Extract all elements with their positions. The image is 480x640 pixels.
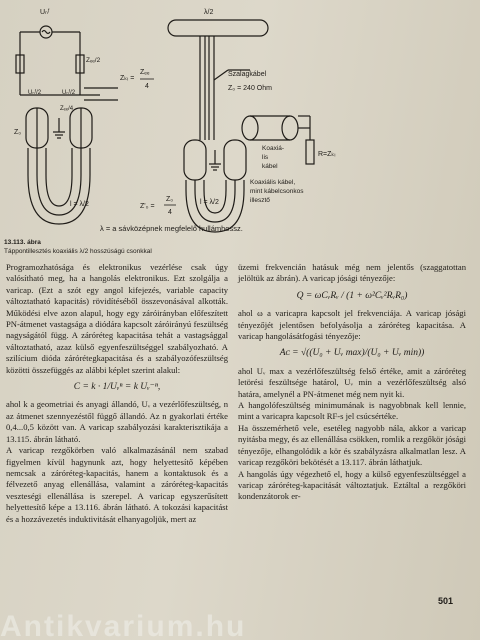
figure-number: 13.113. ábra — [4, 239, 41, 246]
label-zbe-quarter: Zₑₑ/4 — [60, 106, 74, 112]
label-length-left: l = λ/2 — [70, 201, 89, 208]
paragraph: A hangolás úgy végezhető el, hogy a külső egyenfeszültséggel a varicap záróréteg-kapacitását változtatjuk. Eztáltal a rezgőköri kondenzátorok er- — [238, 468, 466, 502]
label-zbe-num: Zₑₑ — [140, 69, 150, 76]
antenna-matching-diagram — [0, 0, 480, 240]
label-koax-3: kábel — [262, 163, 278, 170]
formula-q-factor: Q = ωCᵥRᵥ / (1 + ω²Cᵥ²RᵥR₀) — [296, 290, 408, 301]
label-zki: Zₖᵢ = — [120, 75, 135, 82]
label-rzki: R=Zₖᵢ — [318, 151, 336, 158]
label-uhf-half-a: Uₙᶠ/2 — [28, 90, 42, 96]
paragraph: Programozhatósága és elektronikus vezérlése csak úgy valósítható meg, ha a hangolás elektronikus. Ezt szolgálja a varicap. (Ezt a szót egy angol kifejezés, variable capacity változtatható kapacitás) rövidítéséből összevonásával alkották. Működési elve azon alapul, hogy egy záróirányban előfeszített PN-átmenet vastagsága a diódára kapcsolt záróirányú feszültség nagyságától függ. A záróréteg kapacitása tehát a vastagsággal változtatható, azaz külső egyenfeszültséggel szabályozható. A szilícium dióda zárórétegkapacitása és a szabályozófeszültség közötti összefüggés az alábbi képlet szerint alakul: — [6, 262, 228, 375]
label-szalagkabel: Szalagkábel — [228, 71, 267, 78]
label-koax-1: Koaxiá- — [262, 145, 285, 152]
label-koax-long-1: Koaxiális kábel, — [250, 179, 296, 186]
paragraph: ahol k a geometriai és anyagi állandó, Uᵥ a vezérlőfeszültség, n az átmenet szennyezéstől függő állandó. Az n gyakorlati értéke 0,4...0,5 között van. A varicap szabályozási karakterisztikája a 13.115. ábrán látható. — [6, 399, 228, 444]
label-length-right: l = λ/2 — [200, 199, 219, 206]
figure-caption — [4, 238, 254, 256]
label-z0-240: Z₀ = 240 Ohm — [228, 85, 272, 92]
formula-capacitance: C = k · 1/Uᵥⁿ = k Uᵥ⁻ⁿ, — [73, 382, 161, 393]
watermark: Antikvarium.hu — [0, 612, 247, 640]
label-koax-2: lis — [262, 154, 269, 161]
paragraph: ahol ω a varicapra kapcsolt jel frekvenciája. A varicap jósági tényezőjét jelentősen befolyásolja a záróréteg kapacitása. A varicap hangolásátfogási tényezője: — [238, 308, 466, 342]
label-uhf-half-b: Uₙᶠ/2 — [62, 90, 76, 96]
label-zbe-den: 4 — [145, 83, 149, 90]
page-number: 501 — [438, 596, 454, 606]
label-lambda-half: λ/2 — [204, 9, 214, 16]
wavelength-caption: λ = a sávközépnek megfelelő hullámhossz. — [100, 224, 243, 233]
label-zbe-half: Zₑₑ/2 — [86, 57, 101, 64]
paragraph: üzemi frekvencián hatásuk még nem jelentős (szaggatottan jelöltük az ábrán). A varicap jósági tényezője: — [238, 262, 466, 284]
figure-caption-text: Táppontillesztés koaxiális λ/2 hosszúságú csonkkal — [4, 248, 152, 255]
paragraph: A hangolófeszültség minimumának is nagyobbnak kell lennie, mint a varicapra kapcsolt RF-s jel csúcsértéke. — [238, 400, 466, 422]
label-koax-long-2: mint kábelcsonkos — [250, 188, 304, 195]
formula-tuning-range: Aᴄ = √((U₀ + Uᵥ max)/(U₀ + Uᵥ min)) — [279, 348, 425, 359]
left-column — [6, 262, 228, 525]
label-koax-long-3: illesztő — [250, 197, 270, 204]
paragraph: Ha összemérhető vele, esetéleg nagyobb nála, akkor a varicap nyitásba megy, és az ellenállása csökken, romlik a rezgőkör jósági tényezője, elhangolódik a kör és szabályzásra alkalmatlan lesz. A varicap rezgőköri bekötését a 13.117. ábrán láthatjuk. — [238, 422, 466, 468]
label-uhf: Uₙᶠ — [40, 9, 50, 16]
right-column — [238, 262, 466, 503]
paragraph: A varicap rezgőkörben való alkalmazásánál nem szabad figyelmen kívül hagynunk azt, hogy helyettesítő képében nemcsak a záróréteg-kapacitás, hanem a kontaktusok és a félvezető anyag ellenállása, valamint a záróréteg-kapacitás veszteségi ellenállása is szerepel. A varicap egyszerűsített helyettesítő képe a 13.116. ábrán látható. A tokozási kapacitást és a hozzávezetés induktivitását elhanyagoljük, mert az — [6, 445, 228, 524]
label-z0prime-num: Z₀ — [166, 196, 174, 203]
label-z0-left: Z₀ — [14, 129, 22, 136]
label-z0prime-den: 4 — [168, 209, 172, 216]
paragraph: ahol Uᵥ max a vezérlőfeszültség felső értéke, amit a záróréteg letörési feszültsége határol, Uᵥ min a vezérlőfeszültség alsó határa, amelynél a PN-átmenet még nem nyit ki. — [238, 365, 466, 399]
label-z0prime: Z'₀ = — [140, 203, 155, 210]
